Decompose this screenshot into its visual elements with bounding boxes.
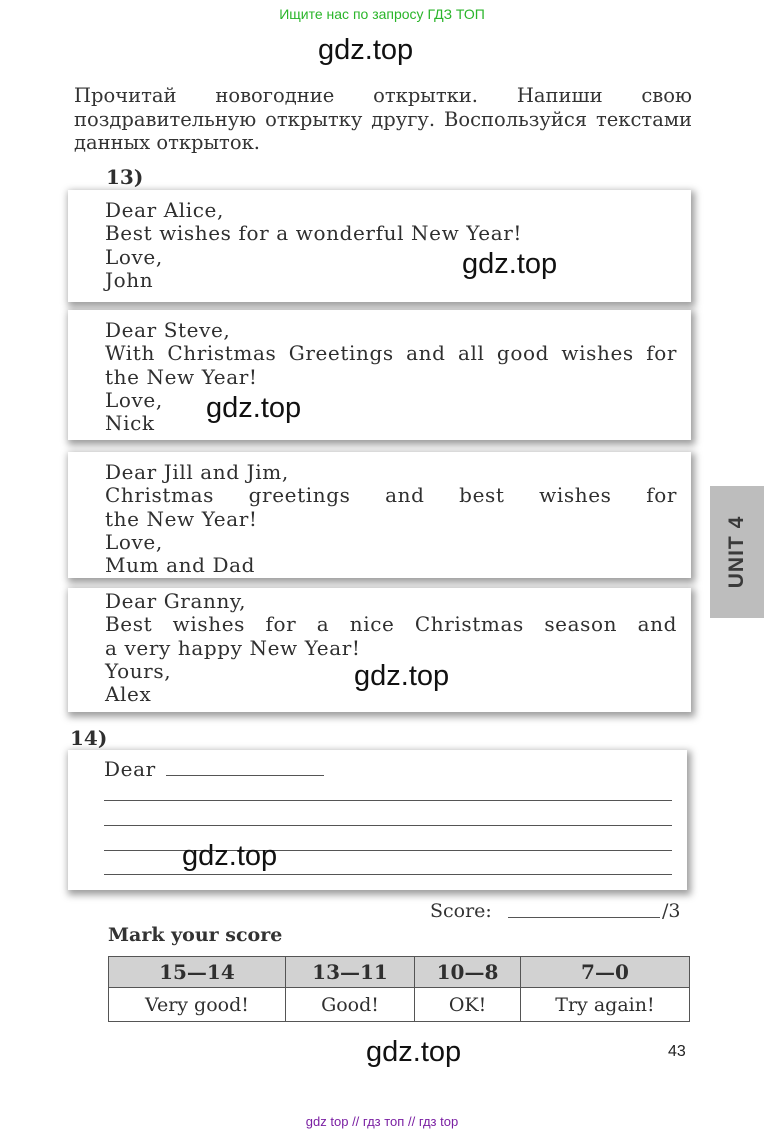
card-line: Love,	[105, 529, 163, 554]
card-line: Dear Granny,	[105, 589, 247, 613]
unit-tab	[710, 486, 764, 618]
card-line: With Christmas Greetings and all good wishes for	[105, 341, 677, 366]
card-line: Dear Alice,	[105, 198, 224, 222]
watermark: gdz.top	[206, 392, 302, 424]
footer-separator: //	[407, 1114, 416, 1129]
footer-link[interactable]: gdz top	[305, 1114, 349, 1129]
card-line: Yours,	[105, 658, 172, 683]
footer-separator: //	[352, 1114, 360, 1129]
card-line: Nick	[105, 411, 155, 436]
postcard-jill-and-jim	[68, 452, 691, 578]
watermark: gdz.top	[366, 1036, 462, 1068]
rating-cell: Good!	[285, 988, 414, 1022]
card-line: a very happy New Year!	[105, 635, 361, 660]
table-row	[109, 988, 690, 1022]
instruction-text: Прочитай новогодние открытки. Напиши свою поздравительную открытку другу. Воспользуйся текстами данных открыток.	[74, 84, 692, 154]
exercise-number-13: 13)	[106, 165, 144, 189]
salutation-dear: Dear	[104, 757, 156, 781]
card-line: the New Year!	[105, 506, 258, 531]
card-line: Best wishes for a nice Christmas season and	[105, 612, 677, 637]
name-blank-line[interactable]	[166, 775, 324, 776]
card-line: John	[105, 267, 154, 292]
postcard-granny	[68, 588, 691, 712]
rating-cell: Try again!	[520, 988, 689, 1022]
search-hint-link[interactable]: Ищите нас по запросу ГДЗ ТОП	[279, 6, 485, 22]
page-number: 43	[668, 1043, 686, 1060]
unit-label: UNIT 4	[725, 515, 748, 589]
score-range-cell: 10—8	[415, 957, 521, 988]
score-table	[108, 956, 690, 1022]
card-line: Dear Steve,	[105, 318, 231, 342]
card-line: Dear Jill and Jim,	[105, 460, 289, 484]
postcard-steve	[68, 310, 691, 440]
rating-cell: OK!	[415, 988, 521, 1022]
table-row	[109, 957, 690, 988]
exercise-number-14: 14)	[70, 726, 108, 750]
footer-link[interactable]: гдз top	[418, 1114, 459, 1129]
score-range-cell: 15—14	[109, 957, 286, 988]
writing-line[interactable]	[104, 800, 672, 801]
mark-your-score-title: Mark your score	[108, 924, 283, 946]
watermark: gdz.top	[354, 660, 450, 692]
writing-line[interactable]	[104, 825, 672, 826]
card-line: Alex	[105, 682, 152, 707]
watermark: gdz.top	[182, 840, 278, 872]
postcard-alice	[68, 190, 691, 302]
score-range-cell: 7—0	[520, 957, 689, 988]
card-line: Love,	[105, 387, 163, 412]
footer-links	[0, 1114, 764, 1129]
card-line: Mum and Dad	[105, 553, 256, 578]
card-line: the New Year!	[105, 364, 258, 389]
card-line: Christmas greetings and best wishes for	[105, 483, 677, 508]
watermark: gdz.top	[462, 248, 558, 280]
write-your-postcard[interactable]	[68, 750, 687, 890]
score-blank-line[interactable]	[508, 917, 660, 918]
writing-line[interactable]	[104, 874, 672, 875]
score-max: /3	[662, 900, 681, 922]
footer-link[interactable]: гдз топ	[362, 1114, 405, 1129]
rating-cell: Very good!	[109, 988, 286, 1022]
score-range-cell: 13—11	[285, 957, 414, 988]
card-line: Love,	[105, 244, 163, 269]
card-line: Best wishes for a wonderful New Year!	[105, 221, 523, 246]
watermark: gdz.top	[318, 34, 414, 66]
score-label: Score:	[430, 900, 492, 922]
